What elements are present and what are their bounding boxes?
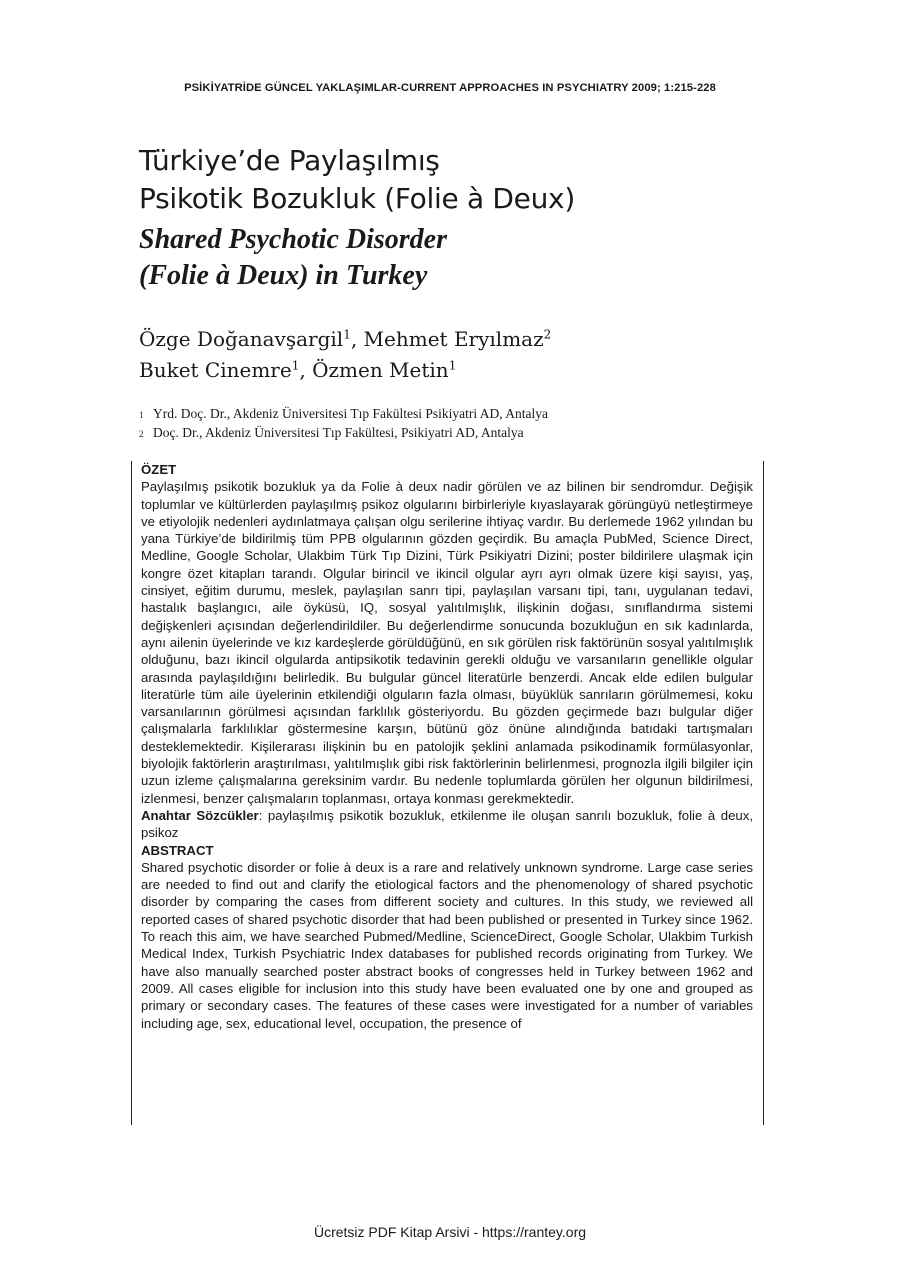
affiliation-list <box>139 405 548 443</box>
affiliation-number: 2 <box>139 429 144 439</box>
abstract-content <box>141 461 753 1032</box>
author-affiliation-mark: 2 <box>543 327 552 342</box>
author-name: Özge Doğanavşargil <box>139 327 344 351</box>
title-turkish-line1: Türkiye’de Paylaşılmış <box>139 144 440 177</box>
author-separator: , <box>299 358 313 382</box>
author-separator: , <box>350 327 364 351</box>
keywords-paragraph <box>141 807 753 842</box>
author-line-2 <box>139 355 551 386</box>
title-turkish <box>139 142 575 218</box>
abstract-body: Shared psychotic disorder or folie à deux is a rare and relatively unknown syndrome. Large case series are needed to find out and clarify the etiological factors and the phenomenology of shared psychotic disorder by comparing the cases from different society and cultures. In this study, we reviewed all reported cases of shared psychotic disorder that had been published or presented in Turkey since 1962. To reach this aim, we have searched Pubmed/Medline, ScienceDirect, Google Scholar, Ulakbim Turkish Medical Index, Turkish Psychiatric Index databases for published records originating from Turkey. We have also manually searched poster abstract books of congresses held in Turkey between 1962 and 2009. All cases eligible for inclusion into this study have been evaluated one by one and grouped as primary or secondary cases. The features of these cases were investigated for a number of variables including age, sex, educational level, occupation, the presence of <box>141 859 753 1031</box>
abstract-box <box>131 461 764 1125</box>
affiliation-item <box>139 405 548 424</box>
author-affiliation-mark: 1 <box>343 327 351 342</box>
affiliation-text: Doç. Dr., Akdeniz Üniversitesi Tıp Fakültesi, Psikiyatri AD, Antalya <box>153 425 524 440</box>
title-english-line1: Shared Psychotic Disorder <box>139 224 447 255</box>
affiliation-item <box>139 424 548 443</box>
ozet-body: Paylaşılmış psikotik bozukluk ya da Folie à deux nadir görülen ve az bilinen bir sendromdur. Değişik toplumlar ve kültürlerden paylaşılmış psikoz olgularını birbirleriyle kıyaslayarak görüngüyü netleştirmeye ve etiyolojik nedenleri aydınlatmaya çalışan olgu serilerine ihtiyaç vardır. Bu derlemede 1962 yılından bu yana Türkiye’de bildirilmiş tüm PPB olgularının gözden geçirdik. Bu amaçla PubMed, Science Direct, Medline, Google Scholar, Ulakbim Türk Tıp Dizini, Türk Psikiyatri Dizini; poster bildirilere ulaşmak için kongre özet kitapları tarandı. Olgular birincil ve ikincil olgular ayrı ayrı olmak üzere kişi sayısı, yaş, cinsiyet, eğitim durumu, meslek, paylaşılan sanrı tipi, paylaşılan varsanı tipi, tanı, uygulanan tedavi, hastalık başlangıcı, aile öyküsü, IQ, sosyal yalıtılmışlık, ilişkinin doğası, sınıflandırma sistemi değişkenleri açısından değerlendirildiler. Bu değerlendirme sonucunda bozukluğun en sık kadınlarda, aynı ailenin üyelerinde ve kız kardeşlerde görüldüğünü, en sık görülen risk faktörünün sosyal yalıtılmışlık olduğunu, bazı ikincil olgularda antipsikotik tedavinin gerekli olduğu ve varsanıların genellikle olgular arasında paylaşıldığını belirledik. Bu bulgular güncel literatürle benzerdi. Ancak elde edilen bulgular literatürle tüm aile üyelerinin etkilendiği olguların fazla olması, büyüklük sanrıların görülmemesi, koku varsanılarının görülmesi açısından farklılık gösteriyordu. Bu gözden geçirmede bazı bulgular diğer çalışmalarla farklılıklar göstermesine karşın, bütünü göz önüne alındığında batıdaki tartışmaları desteklemektedir. Kişilerarası ilişkinin bu en patolojik şeklini anlamada psikodinamik formülasyonlar, biyolojik faktörlerin araştırılması, yalıtılmışlık gibi risk faktörlerinin belirlenmesi, prognozla ilgili bilgiler için uzun izleme çalışmalarına gereksinim vardır. Bu nedenle toplumlarda görülen her olgunun bildirilmesi, izlenmesi, benzer çalışmaların toplanması, ortaya konması gerekmektedir. <box>141 479 753 806</box>
abstract-heading: ABSTRACT <box>141 842 214 858</box>
page-footer: Ücretsiz PDF Kitap Arsivi - https://rantey.org <box>313 1224 587 1240</box>
author-list <box>139 324 551 386</box>
keywords-text: : paylaşılmış psikotik bozukluk, etkilenme ile oluşan sanrılı bozukluk, folie à deux, psikoz <box>141 807 753 841</box>
keywords-label: Anahtar Sözcükler <box>141 807 259 823</box>
author-name: Mehmet Eryılmaz <box>363 327 544 351</box>
affiliation-number: 1 <box>139 410 144 420</box>
title-english-line2: (Folie à Deux) in Turkey <box>139 260 428 291</box>
author-name: Buket Cinemre <box>139 358 292 382</box>
author-affiliation-mark: 1 <box>448 358 457 373</box>
title-english <box>139 222 447 294</box>
affiliation-text: Yrd. Doç. Dr., Akdeniz Üniversitesi Tıp Fakültesi Psikiyatri AD, Antalya <box>153 406 548 421</box>
running-head: PSİKİYATRİDE GÜNCEL YAKLAŞIMLAR-CURRENT APPROACHES IN PSYCHIATRY 2009; 1:215-228 <box>184 82 716 94</box>
ozet-heading: ÖZET <box>141 462 177 477</box>
author-line-1 <box>139 324 551 355</box>
title-turkish-line2: Psikotik Bozukluk (Folie à Deux) <box>139 182 575 215</box>
author-name: Özmen Metin <box>312 358 449 382</box>
author-affiliation-mark: 1 <box>291 358 300 373</box>
